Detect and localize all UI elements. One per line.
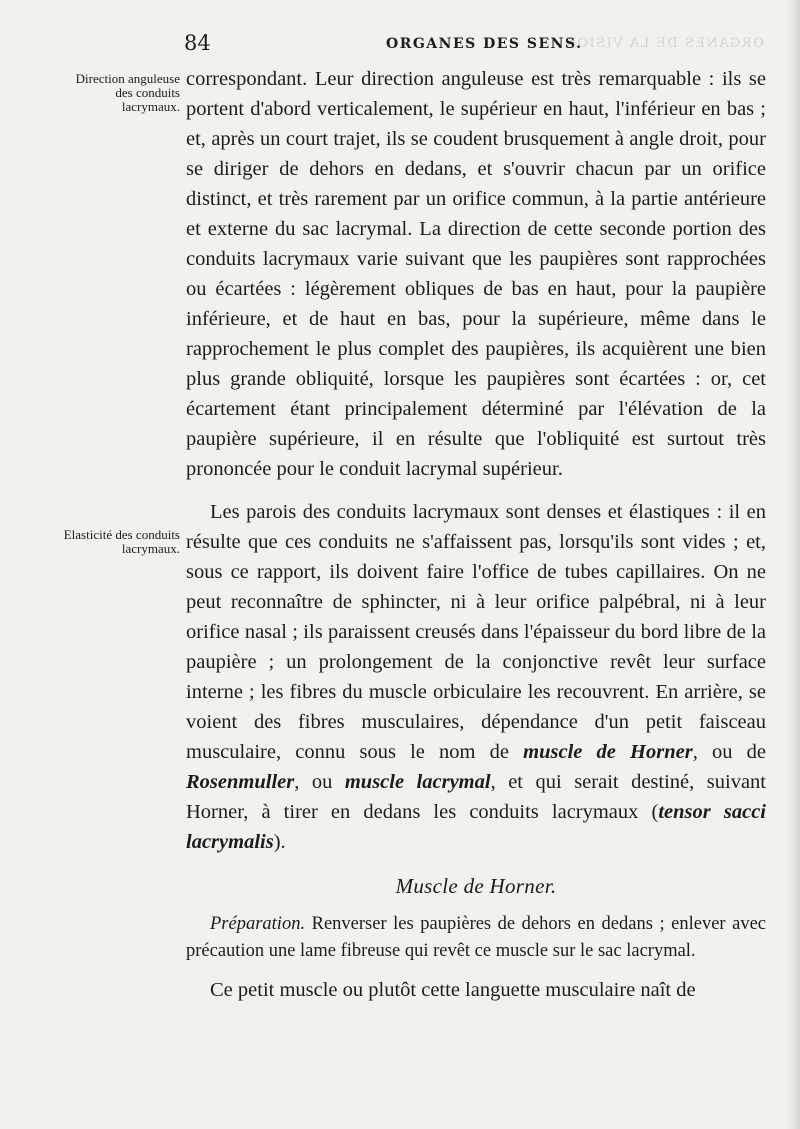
term-tensor-sacci: tensor sacci lacrymalis	[186, 801, 766, 853]
term-rosenmuller: Rosenmuller	[186, 771, 295, 793]
preparation-paragraph	[186, 911, 766, 965]
preparation-text: Renverser les paupières de dehors en dedans ; enlever avec précaution une lame fibreuse qui revêt ce muscle sur le sac lacrymal.	[186, 914, 766, 961]
paragraph-parois	[186, 497, 766, 857]
section-heading: Muscle de Horner.	[395, 874, 557, 898]
body-text	[186, 64, 766, 1005]
preparation-label: Préparation.	[210, 914, 306, 934]
running-title: ORGANES DES SENS.	[386, 36, 583, 52]
page-edge-shadow	[786, 0, 800, 1129]
bleed-through-text: ORGANES DE LA VISION	[563, 36, 764, 51]
paragraph-continuation: Ce petit muscle ou plutôt cette languette musculaire naît de	[210, 979, 696, 1001]
paragraph-parois-text-e: ).	[273, 831, 286, 853]
term-muscle-lacrymal: muscle lacrymal	[344, 771, 491, 793]
paragraph-parois-text-a: Les parois des conduits lacrymaux sont denses et élastiques : il en résulte que ces conduits ne s'affaissent pas, lorsqu'ils sont vides ; et, sous ce rapport, ils doivent faire l'office de tubes capillaires. On ne peut reconnaître de sphincter, ni à leur orifice palpébral, ni à leur orifice nasal ; ils paraissent creusés dans l'épaisseur du bord libre de la paupière ; un prolongement de la conjonctive revêt leur surface interne ; les fibres du muscle orbiculaire les recouvrent. En arrière, se voient des fibres musculaires, dépendance d'un petit faisceau musculaire, connu sous le nom de	[186, 501, 766, 763]
paragraph-direction: correspondant. Leur direction anguleuse est très remarquable : ils se portent d'abord verticalement, le supérieur en haut, l'inférieur en bas ; et, après un court trajet, ils se coudent brusquement à angle droit, pour se diriger de dehors en dedans, et s'ouvrir chacun par un orifice distinct, et très rarement par un orifice commun, à la partie antérieure et externe du sac lacrymal. La direction de cette seconde portion des conduits lacrymaux varie suivant que les paupières sont rapprochées ou écartées : légèrement obliques de bas en haut, pour la paupière inférieure, et de haut en bas, pour la supérieure, même dans le rapprochement le plus complet des paupières, ils acquièrent une bien plus grande obliquité, lorsque les paupières sont écartées : or, cet écartement étant principalement déterminé par l'élévation de la paupière supérieure, il en résulte que l'obliquité est surtout très prononcée pour le conduit lacrymal supérieur.	[186, 68, 766, 480]
paragraph-parois-text-b: , ou de	[692, 741, 767, 763]
paragraph-parois-text-c: , ou	[294, 771, 333, 793]
margin-note-elasticite: Elasticité des conduits lacrymaux.	[63, 527, 180, 556]
paragraph-parois-text-d: , et qui serait destiné, suivant Horner, à tirer en dedans les conduits lacrymaux (	[186, 771, 766, 823]
term-muscle-de-horner: muscle de Horner	[523, 741, 693, 763]
margin-note-direction: Direction anguleuse des conduits lacrymaux.	[75, 71, 180, 114]
page-number: 84	[184, 31, 211, 55]
